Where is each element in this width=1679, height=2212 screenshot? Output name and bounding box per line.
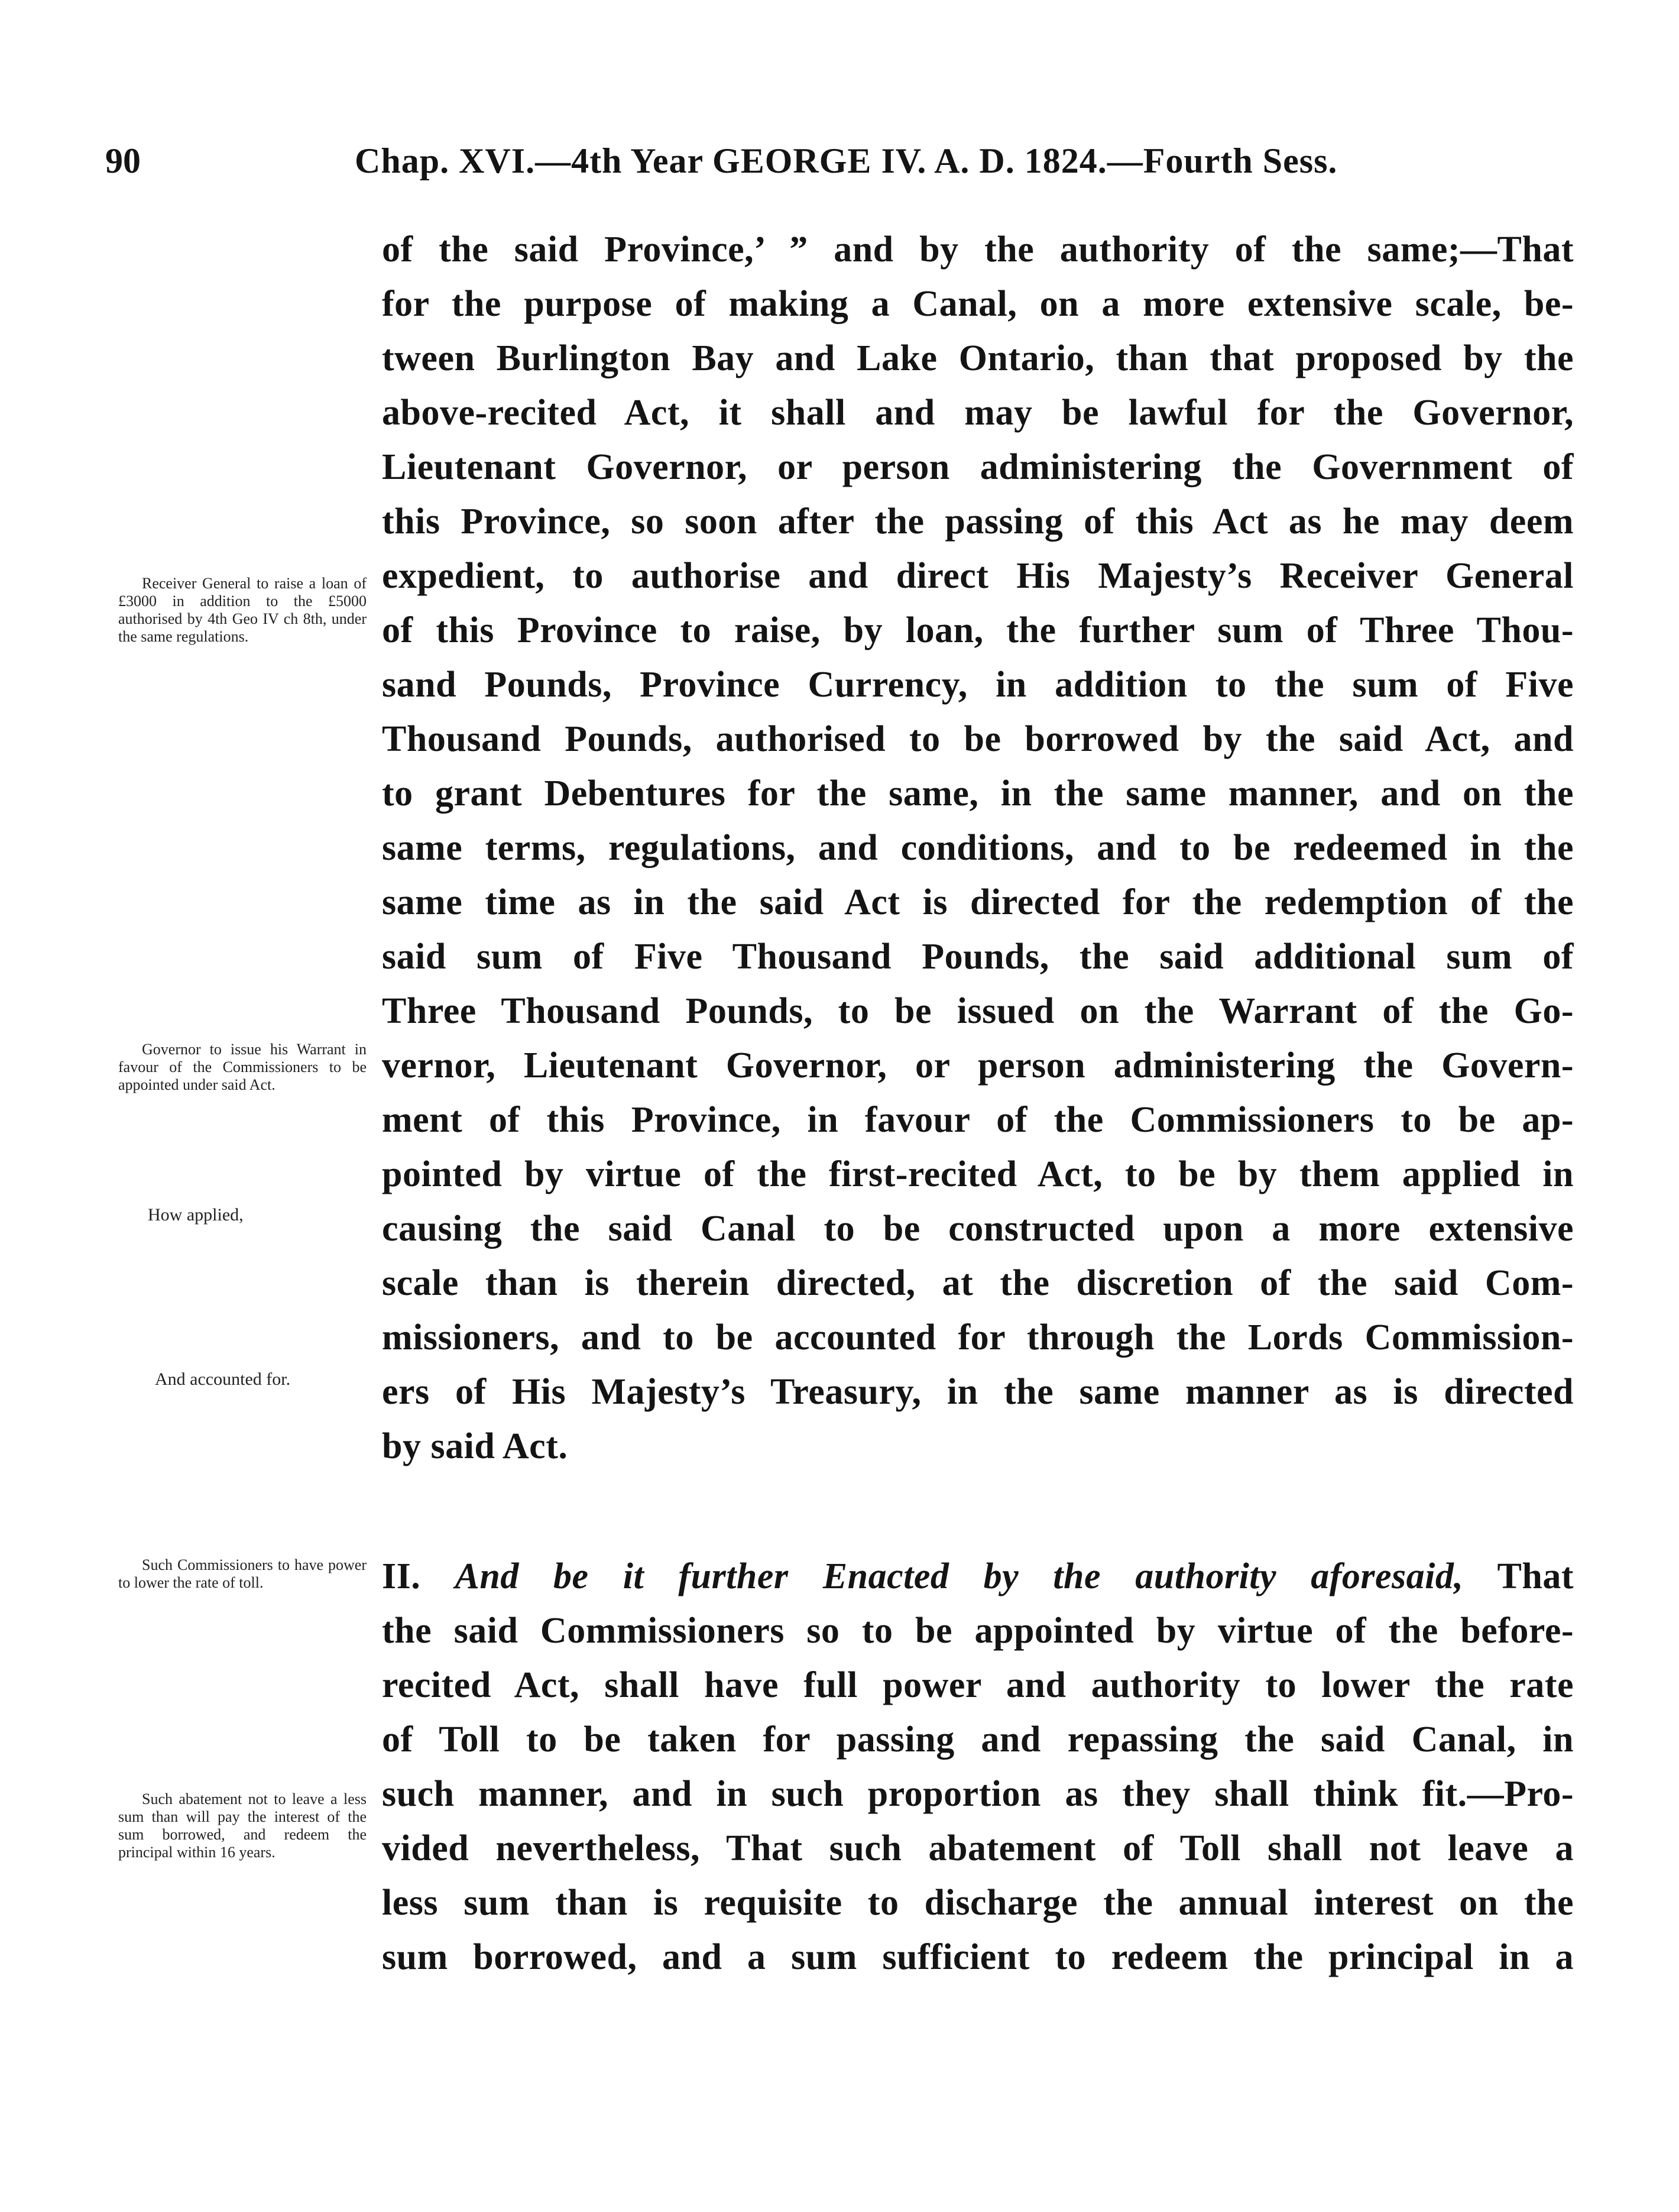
text-line: Three Thousand Pounds, to be issued on the Warrant of the Go- [382, 991, 1574, 1031]
text-line: ers of His Majesty’s Treasury, in the same manner as is directed [382, 1372, 1574, 1412]
first-line-rest: That [1497, 1556, 1574, 1596]
text-line: above-recited Act, it shall and may be lawful for the Governor, [382, 393, 1574, 433]
text-line: of Toll to be taken for passing and repassing the said Canal, in [382, 1719, 1574, 1760]
text-line: said sum of Five Thousand Pounds, the said additional sum of [382, 937, 1574, 977]
text-line: Lieutenant Governor, or person administering the Government of [382, 447, 1574, 487]
text-line: ment of this Province, in favour of the Commissioners to be ap- [382, 1100, 1574, 1140]
text-line: this Province, so soon after the passing of this Act as he may deem [382, 501, 1574, 542]
text-line: Thousand Pounds, authorised to be borrowed by the said Act, and [382, 719, 1574, 759]
text-line: pointed by virtue of the first-recited Act, to be by them applied in [382, 1154, 1574, 1194]
section-two-text [382, 1549, 1574, 1984]
text-line: of this Province to raise, by loan, the further sum of Three Thou- [382, 610, 1574, 650]
section-one-text [382, 222, 1574, 1473]
page-number: 90 [105, 141, 141, 180]
text-line: to grant Debentures for the same, in the same manner, and on the [382, 773, 1574, 814]
text-line: expedient, to authorise and direct His Majesty’s Receiver General [382, 556, 1574, 596]
section-two-first-line [382, 1549, 1574, 1604]
enacting-clause: And be it further Enacted by the authority aforesaid, [455, 1556, 1464, 1596]
text-line: scale than is therein directed, at the discretion of the said Com- [382, 1263, 1574, 1303]
text-line: less sum than is requisite to discharge the annual interest on the [382, 1883, 1574, 1923]
section-numeral: II. [382, 1556, 421, 1596]
running-head: Chap. XVI.—4th Year GEORGE IV. A. D. 1824.—Fourth Sess. [355, 141, 1338, 180]
text-line: sand Pounds, Province Currency, in addition to the sum of Five [382, 665, 1574, 705]
margin-note-how-applied: How applied, [148, 1205, 244, 1225]
margin-note-lower-toll: Such Commissioners to have power to lower the rate of toll. [118, 1556, 367, 1591]
margin-note-receiver-general: Receiver General to raise a loan of £3000 in addition to the £5000 authorised by 4th Geo IV ch 8th, under the same regulations. [118, 575, 367, 645]
margin-note-governor-warrant: Governor to issue his Warrant in favour of the Commissioners to be appointed under said Act. [118, 1041, 367, 1093]
margin-note-accounted-for: And accounted for. [155, 1369, 291, 1389]
text-line: by said Act. [382, 1426, 568, 1466]
text-line: missioners, and to be accounted for through the Lords Commission- [382, 1317, 1574, 1358]
text-line: vernor, Lieutenant Governor, or person administering the Govern- [382, 1045, 1574, 1086]
margin-note-abatement: Such abatement not to leave a less sum than will pay the interest of the sum borrowed, and redeem the principal within 16 years. [118, 1790, 367, 1861]
text-line: recited Act, shall have full power and authority to lower the rate [382, 1665, 1574, 1705]
text-line: tween Burlington Bay and Lake Ontario, than that proposed by the [382, 338, 1574, 378]
text-line: same time as in the said Act is directed for the redemption of the [382, 882, 1574, 922]
text-line: for the purpose of making a Canal, on a more extensive scale, be- [382, 284, 1574, 324]
text-line: vided nevertheless, That such abatement of Toll shall not leave a [382, 1828, 1574, 1868]
text-line: such manner, and in such proportion as they shall think fit.—Pro- [382, 1774, 1574, 1814]
text-line: of the said Province,’ ” and by the authority of the same;—That [382, 229, 1574, 270]
text-line: same terms, regulations, and conditions, and to be redeemed in the [382, 828, 1574, 868]
text-line: sum borrowed, and a sum sufficient to redeem the principal in a [382, 1937, 1574, 1977]
text-line: causing the said Canal to be constructed upon a more extensive [382, 1209, 1574, 1249]
text-line: the said Commissioners so to be appointed by virtue of the before- [382, 1611, 1574, 1651]
